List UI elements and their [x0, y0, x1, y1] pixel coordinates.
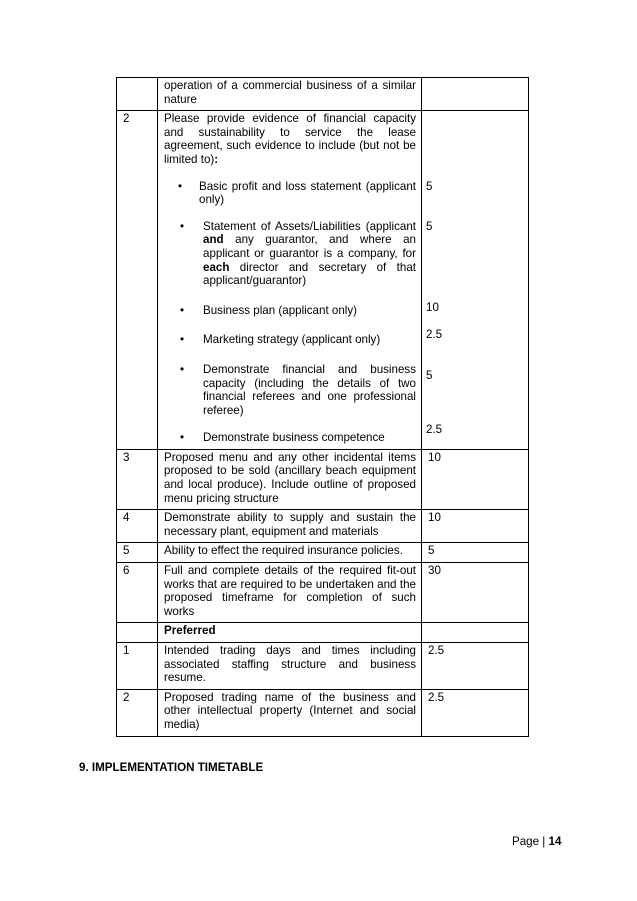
section-heading: 9. IMPLEMENTATION TIMETABLE	[79, 761, 264, 774]
row-number: 6	[117, 563, 158, 623]
score-value: 5	[426, 369, 433, 383]
criteria-text: Demonstrate ability to supply and sustain the necessary plant, equipment and materials	[158, 510, 422, 543]
criteria-text	[158, 111, 422, 450]
page-label: Page |	[512, 835, 549, 848]
score-value: 5	[426, 180, 433, 194]
table-row	[117, 78, 529, 111]
financial-intro: Please provide evidence of financial capacity and sustainability to service the lease agreement, such evidence to include (but not be limited to):	[164, 112, 416, 166]
score-cell	[422, 78, 529, 111]
criteria-text: Proposed menu and any other incidental items proposed to be sold (ancillary beach equipment and local produce). Include outline of proposed menu pricing structure	[158, 449, 422, 509]
score-value: 10	[422, 449, 529, 509]
score-value: 2.5	[422, 643, 529, 690]
list-item: • Demonstrate financial and business capacity (including the details of two financial referees and one professional referee)	[164, 363, 416, 417]
row-number: 2	[117, 111, 158, 450]
row-number-cell	[117, 78, 158, 111]
list-item: • Marketing strategy (applicant only)	[164, 333, 416, 347]
page-footer	[512, 835, 561, 849]
table-row	[117, 623, 529, 643]
criteria-text: Full and complete details of the required fit-out works that are required to be undertaken and the proposed timeframe for completion of such works	[158, 563, 422, 623]
criteria-text: operation of a commercial business of a similar nature	[158, 78, 422, 111]
score-cell	[422, 623, 529, 643]
row-number-cell	[117, 623, 158, 643]
score-value: 2.5	[422, 689, 529, 736]
score-value: 5	[422, 543, 529, 563]
table-row	[117, 689, 529, 736]
table-row	[117, 510, 529, 543]
row-number: 1	[117, 643, 158, 690]
criteria-text: Proposed trading name of the business and other intellectual property (Internet and social media)	[158, 689, 422, 736]
preferred-label: Preferred	[158, 623, 422, 643]
table-row	[117, 449, 529, 509]
table-row	[117, 643, 529, 690]
row-number: 4	[117, 510, 158, 543]
score-value: 5	[426, 220, 433, 234]
list-item: • Business plan (applicant only)	[164, 304, 416, 318]
score-value: 10	[422, 510, 529, 543]
criteria-table	[116, 77, 529, 737]
table-row	[117, 111, 529, 450]
criteria-text: Intended trading days and times including associated staffing structure and business resume.	[158, 643, 422, 690]
row-number: 2	[117, 689, 158, 736]
table-row	[117, 563, 529, 623]
table-row	[117, 543, 529, 563]
score-cell	[422, 111, 529, 450]
row-number: 5	[117, 543, 158, 563]
score-value: 2.5	[426, 423, 443, 437]
list-item: • Basic profit and loss statement (applicant only)	[164, 180, 416, 207]
criteria-text: Ability to effect the required insurance policies.	[158, 543, 422, 563]
score-value: 2.5	[426, 328, 443, 342]
score-value: 10	[426, 301, 439, 315]
list-item: • Demonstrate business competence	[164, 431, 416, 445]
row-number: 3	[117, 449, 158, 509]
list-item: • Statement of Assets/Liabilities (applicant and any guarantor, and where an applicant or guarantor is a company, for each director and secretary of that applicant/guarantor)	[164, 220, 416, 288]
page-number: 14	[548, 835, 562, 848]
score-value: 30	[422, 563, 529, 623]
